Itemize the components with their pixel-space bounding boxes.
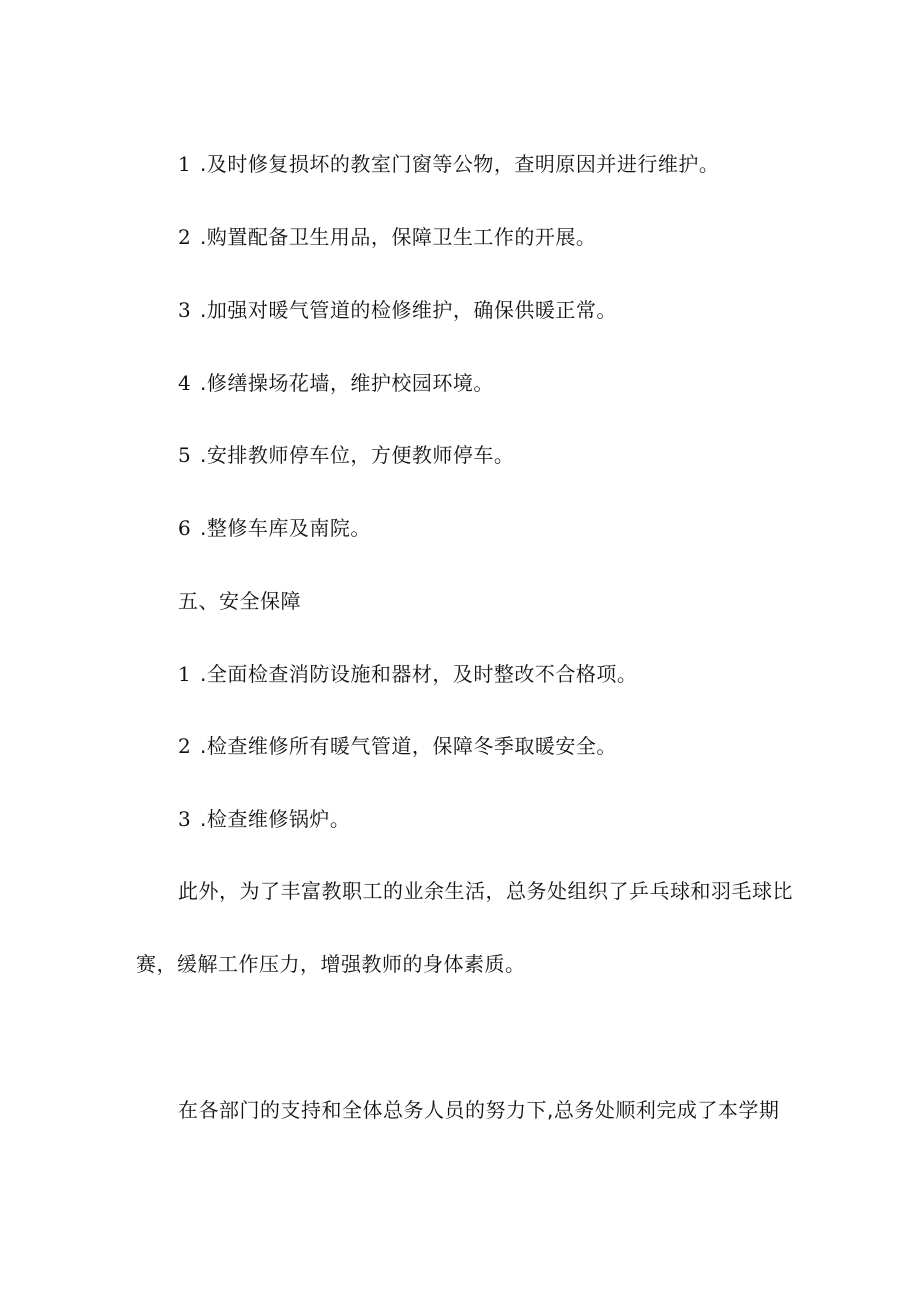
item-text: .全面检查消防设施和器材，及时整改不合格项。 — [200, 662, 638, 686]
repair-item-3 — [178, 296, 617, 324]
item-number: 5 — [178, 443, 192, 467]
repair-item-5 — [178, 441, 514, 469]
item-number: 6 — [178, 516, 192, 540]
safety-item-1 — [178, 660, 637, 688]
safety-item-2 — [178, 732, 617, 760]
item-number: 1 — [178, 662, 192, 686]
item-text: .检查维修锅炉。 — [200, 807, 351, 831]
item-text: .安排教师停车位，方便教师停车。 — [200, 443, 515, 467]
repair-item-4 — [178, 369, 494, 397]
item-text: .检查维修所有暖气管道，保障冬季取暖安全。 — [200, 734, 617, 758]
item-text: .整修车库及南院。 — [200, 516, 371, 540]
section-heading-safety: 五、安全保障 — [178, 589, 301, 613]
item-text: .修缮操场花墙，维护校园环境。 — [200, 371, 494, 395]
paragraph-activities-line-1: 此外，为了丰富教职工的业余生活，总务处组织了乒乓球和羽毛球比 — [178, 879, 793, 903]
repair-item-1 — [178, 150, 719, 178]
item-text: .及时修复损坏的教室门窗等公物，查明原因并进行维护。 — [200, 152, 720, 176]
repair-item-2 — [178, 223, 596, 251]
item-number: 3 — [178, 298, 192, 322]
paragraph-conclusion-line-1: 在各部门的支持和全体总务人员的努力下,总务处顺利完成了本学期 — [178, 1098, 780, 1122]
item-text: .加强对暖气管道的检修维护，确保供暖正常。 — [200, 298, 617, 322]
item-text: .购置配备卫生用品，保障卫生工作的开展。 — [200, 225, 597, 249]
safety-item-3 — [178, 805, 350, 833]
item-number: 3 — [178, 807, 192, 831]
item-number: 4 — [178, 371, 192, 395]
item-number: 2 — [178, 734, 192, 758]
paragraph-activities-line-2: 赛，缓解工作压力，增强教师的身体素质。 — [136, 952, 526, 976]
item-number: 2 — [178, 225, 192, 249]
item-number: 1 — [178, 152, 192, 176]
repair-item-6 — [178, 514, 371, 542]
